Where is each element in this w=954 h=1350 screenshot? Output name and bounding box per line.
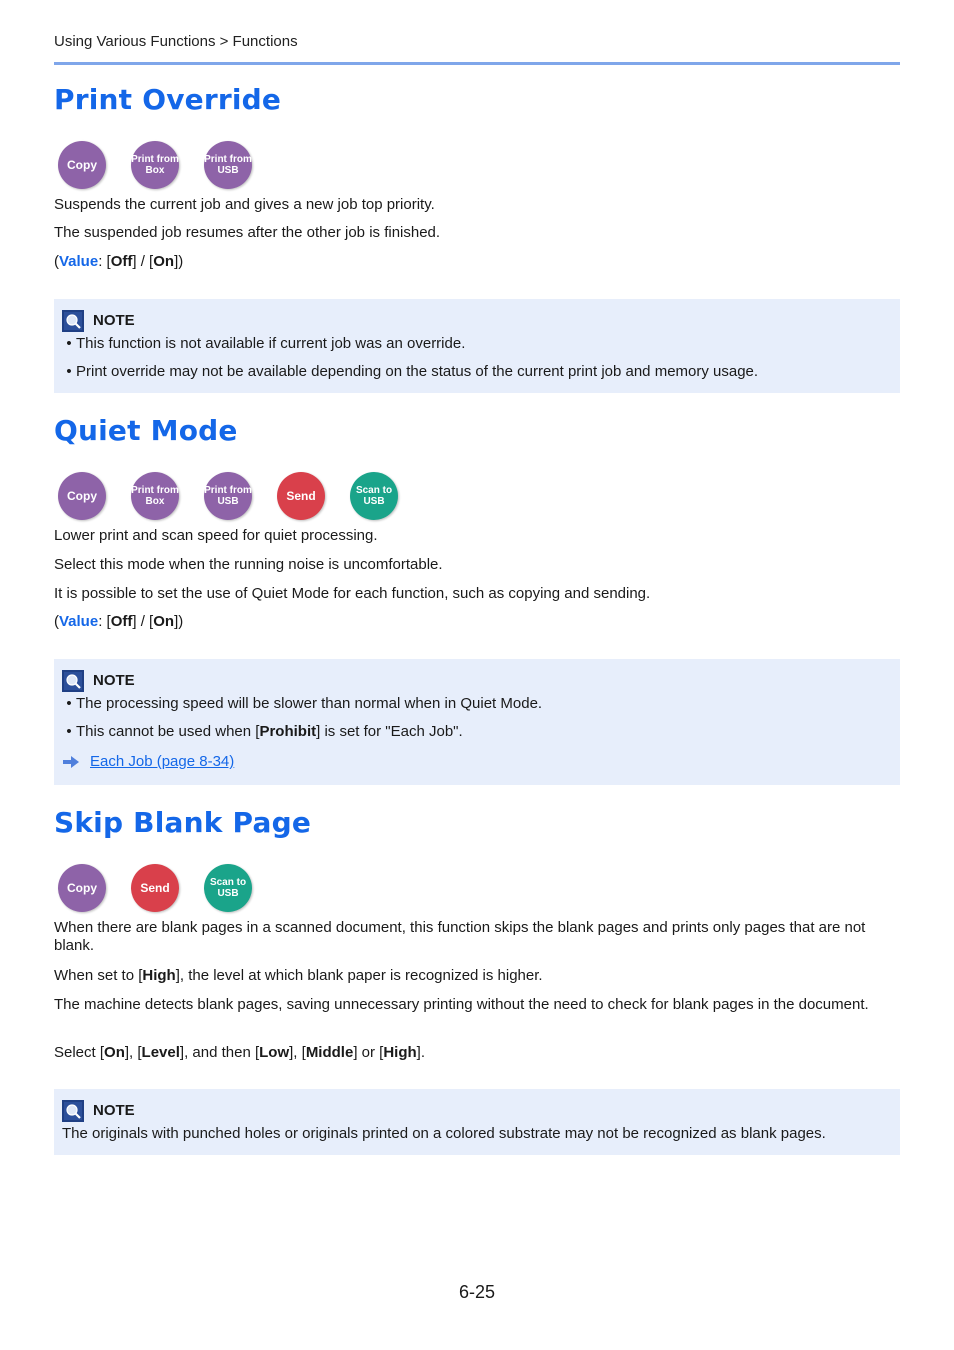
note-header: NOTE xyxy=(62,1099,892,1123)
each-job-link[interactable]: Each Job (page 8-34) xyxy=(90,753,235,770)
print-from-box-badge: Print from Box xyxy=(131,141,179,189)
heading-print-override: Print Override xyxy=(54,83,282,116)
copy-badge: Copy xyxy=(58,472,106,520)
copy-badge: Copy xyxy=(58,141,106,189)
heading-skip-blank-page: Skip Blank Page xyxy=(54,806,312,839)
send-badge: Send xyxy=(277,472,325,520)
print-from-box-badge: Print from Box xyxy=(131,472,179,520)
function-badges xyxy=(58,472,900,520)
paragraph: The machine detects blank pages, saving unnecessary printing without the need to check for blank pages in the document. xyxy=(54,996,869,1013)
note-magnifier-icon xyxy=(62,670,84,692)
paragraph: The suspended job resumes after the other job is finished. xyxy=(54,224,441,241)
function-badges xyxy=(58,864,900,912)
note-header: NOTE xyxy=(62,309,892,333)
note-item: • This function is not available if current job was an override. xyxy=(66,335,466,352)
note-magnifier-icon xyxy=(62,1100,84,1122)
paragraph: Select [On], [Level], and then [Low], [Middle] or [High]. xyxy=(54,1044,425,1061)
note-item: • The processing speed will be slower than normal when in Quiet Mode. xyxy=(66,695,543,712)
paragraph: Lower print and scan speed for quiet processing. xyxy=(54,527,378,544)
header-rule xyxy=(54,62,900,65)
value-line: (Value: [Off] / [On]) xyxy=(54,613,184,630)
paragraph: When there are blank pages in a scanned document, this function skips the blank pages and prints only pages that are not blank. xyxy=(54,919,866,954)
print-from-usb-badge: Print from USB xyxy=(204,141,252,189)
function-badges xyxy=(58,141,900,189)
note-item: • Print override may not be available depending on the status of the current print job and memory usage. xyxy=(66,363,759,380)
breadcrumb: Using Various Functions > Functions xyxy=(54,33,298,50)
heading-quiet-mode: Quiet Mode xyxy=(54,414,238,447)
note-text: The originals with punched holes or originals printed on a colored substrate may not be recognized as blank pages. xyxy=(62,1125,826,1142)
reference-link-row xyxy=(62,753,892,771)
note-magnifier-icon xyxy=(62,310,84,332)
page-number: 6-25 xyxy=(458,1282,496,1302)
scan-to-usb-badge: Scan to USB xyxy=(350,472,398,520)
scan-to-usb-badge: Scan to USB xyxy=(204,864,252,912)
paragraph: Suspends the current job and gives a new job top priority. xyxy=(54,196,435,213)
note-item: • This cannot be used when [Prohibit] is set for "Each Job". xyxy=(66,723,463,740)
arrow-right-icon xyxy=(62,755,80,769)
section-quiet-mode xyxy=(54,415,900,520)
paragraph: When set to [High], the level at which blank paper is recognized is higher. xyxy=(54,967,543,984)
print-from-usb-badge: Print from USB xyxy=(204,472,252,520)
section-print-override xyxy=(54,84,900,189)
send-badge: Send xyxy=(131,864,179,912)
paragraph: Select this mode when the running noise is uncomfortable. xyxy=(54,556,443,573)
note-box xyxy=(54,1089,900,1155)
paragraph: It is possible to set the use of Quiet Mode for each function, such as copying and sending. xyxy=(54,585,651,602)
copy-badge: Copy xyxy=(58,864,106,912)
value-line: (Value: [Off] / [On]) xyxy=(54,253,184,270)
note-header: NOTE xyxy=(62,669,892,693)
note-box xyxy=(54,299,900,393)
section-skip-blank-page xyxy=(54,807,900,912)
note-box xyxy=(54,659,900,785)
